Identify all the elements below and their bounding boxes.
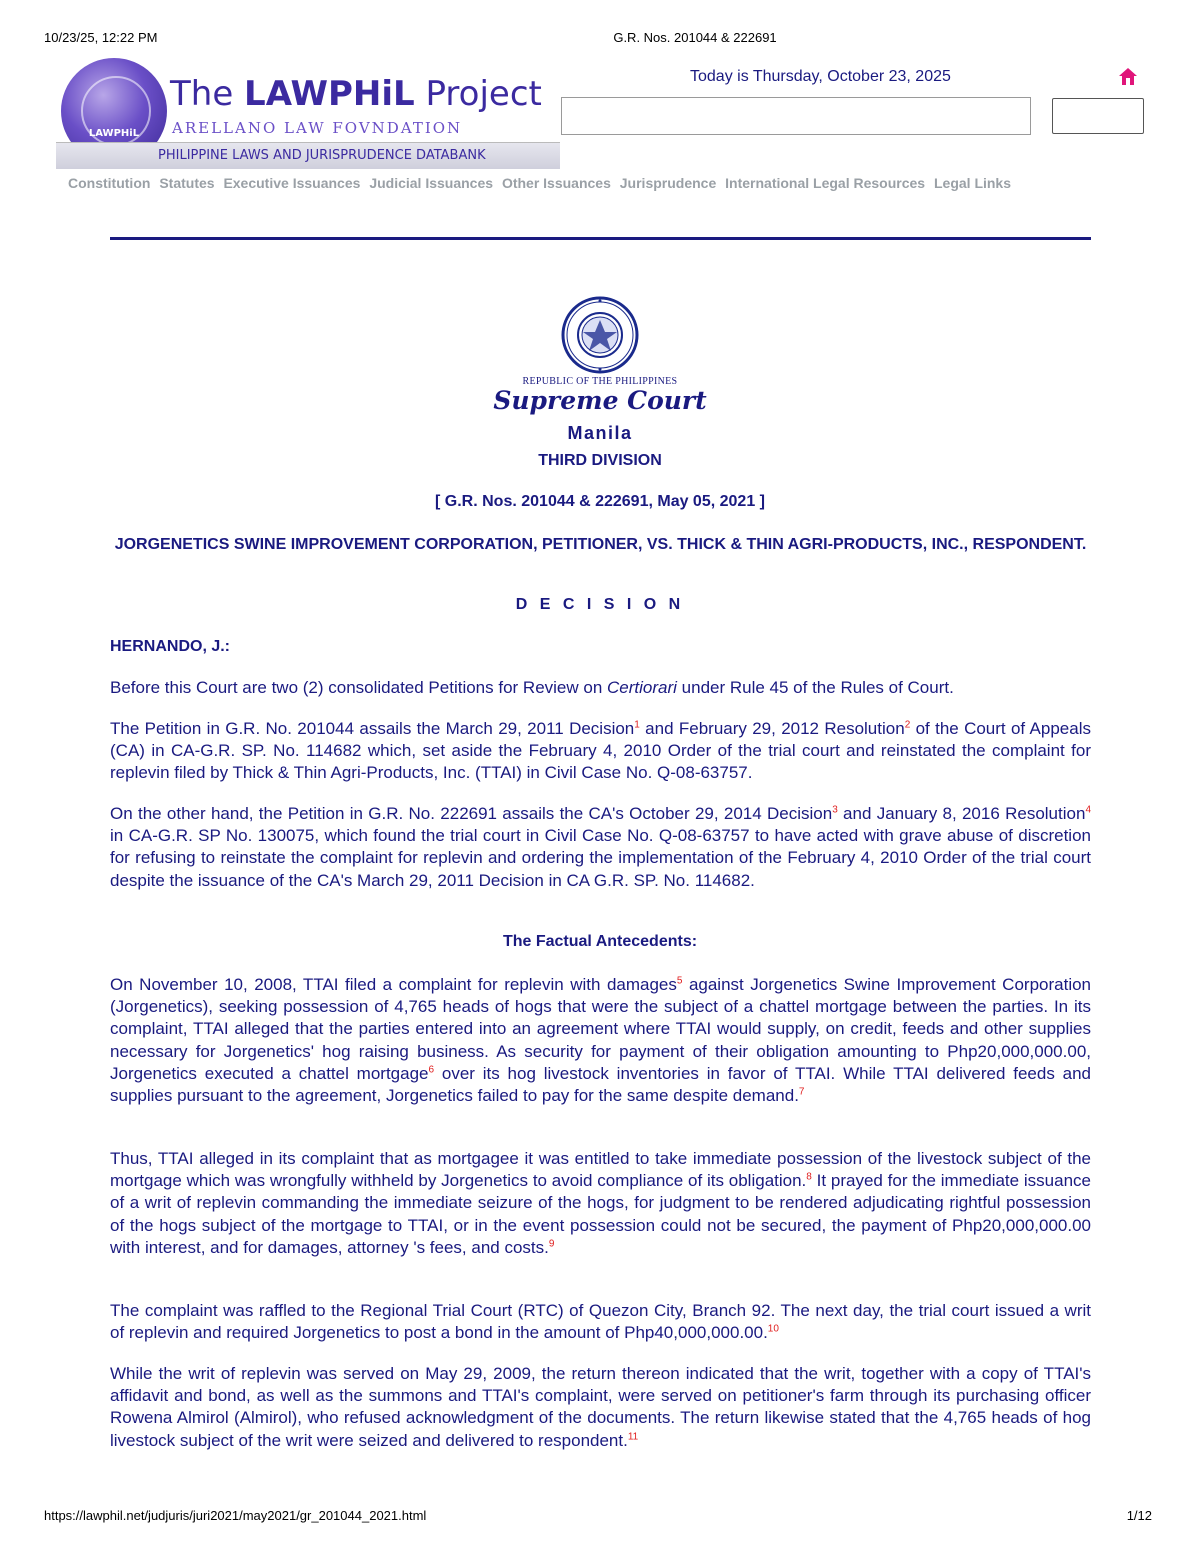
court-name: Supreme Court — [493, 386, 707, 415]
paragraph-6 — [110, 1300, 1091, 1344]
p4-text-b: against Jorgenetics Swine Improvement Corporation (Jorgenetics), seeking possession of 4,765 heads of hogs that were the subject of a chattel mortgage between the parties. In its complaint, TTAI alleged that the parties entered into an agreement where TTAI would supply, on credit, feeds and other supplies necessary for Jorgenetics' hog raising business. As security for payment of their obligation amounting to Php20,000,000.00, Jorgenetics executed a chattel mortgage — [110, 975, 1091, 1083]
p1-italic: Certiorari — [607, 678, 677, 697]
court-city: Manila — [567, 423, 633, 443]
footnote-11[interactable]: 11 — [627, 1430, 639, 1442]
print-title: G.R. Nos. 201044 & 222691 — [613, 30, 777, 45]
home-icon[interactable] — [1117, 66, 1139, 88]
nav-international-legal-resources[interactable]: International Legal Resources — [725, 175, 926, 191]
p2-text-a: The Petition in G.R. No. 201044 assails the March 29, 2011 Decision — [110, 719, 635, 738]
logo-subtitle: ARELLANO LAW FOVNDATION — [172, 119, 463, 137]
logo-title-bold: LAWPHiL — [244, 74, 415, 114]
case-number: [ G.R. Nos. 201044 & 222691, May 05, 2021 ] — [435, 493, 765, 510]
footnote-1[interactable]: 1 — [634, 719, 640, 731]
nav-other-issuances[interactable]: Other Issuances — [501, 175, 611, 191]
paragraph-2 — [110, 718, 1091, 785]
decision-title: D E C I S I O N — [515, 596, 685, 613]
paragraph-3 — [110, 803, 1091, 892]
p3-text-a: On the other hand, the Petition in G.R. No. 222691 assails the CA's October 29, 2014 Decision — [110, 804, 833, 823]
p2-text-c: of the Court of Appeals (CA) in CA-G.R. SP. No. 114682 which, set aside the February 4, 2010 Order of the trial court and reinstated the complaint for replevin filed by Thick & Thin Agri-Products, Inc. (TTAI) in Civil Case No. Q-08-63757. — [110, 719, 1091, 783]
p3-text-c: in CA-G.R. SP No. 130075, which found the trial court in Civil Case No. Q-08-63757 to have acted with grave abuse of discretion for refusing to reinstate the complaint for replevin and ordering the implementation of the February 4, 2010 Order of the trial court despite the issuance of the CA's March 29, 2011 Decision in CA G.R. SP. No. 114682. — [110, 826, 1091, 890]
main-nav — [68, 175, 1016, 191]
logo-title-prefix: The — [170, 74, 245, 114]
footnote-10[interactable]: 10 — [767, 1323, 779, 1335]
footnote-9[interactable]: 9 — [548, 1238, 555, 1250]
nav-statutes[interactable]: Statutes — [159, 175, 215, 191]
nav-legal-links[interactable]: Legal Links — [933, 175, 1012, 191]
p5-text-a: Thus, TTAI alleged in its complaint that as mortgagee it was entitled to take immediate possession of the livestock subject of the mortgage which was wrongfully withheld by Jorgenetics to avoid compliance of its obligation. — [110, 1149, 1091, 1191]
p4-text-a: On November 10, 2008, TTAI filed a complaint for replevin with damages — [110, 975, 677, 994]
footnote-4[interactable]: 4 — [1085, 804, 1091, 816]
search-button[interactable] — [1052, 98, 1144, 134]
header-divider — [110, 237, 1091, 240]
footnote-8[interactable]: 8 — [806, 1171, 812, 1183]
lawphil-logo[interactable] — [56, 56, 560, 170]
paragraph-7 — [110, 1363, 1091, 1452]
p6-text-a: The complaint was raffled to the Regional Trial Court (RTC) of Quezon City, Branch 92. The next day, the trial court issued a writ of replevin and required Jorgenetics to post a bond in the amount of Php40,000,000.00. — [110, 1301, 1091, 1343]
p2-text-b: and February 29, 2012 Resolution — [639, 719, 905, 738]
paragraph-1 — [110, 677, 1091, 699]
footnote-5[interactable]: 5 — [676, 975, 683, 987]
print-page-number: 1/12 — [1126, 1508, 1152, 1523]
logo-emblem-text: LAWPHiL — [88, 128, 140, 139]
supreme-court-seal-icon — [561, 296, 639, 374]
print-header — [0, 30, 1200, 50]
print-footer — [0, 1508, 1200, 1528]
logo-title — [170, 74, 542, 114]
logo-title-suffix: Project — [414, 74, 542, 114]
search-input[interactable] — [561, 97, 1031, 135]
logo-band-text: PHILIPPINE LAWS AND JURISPRUDENCE DATABANK — [158, 148, 486, 163]
nav-executive-issuances[interactable]: Executive Issuances — [223, 175, 361, 191]
footnote-3[interactable]: 3 — [832, 804, 838, 816]
p4-text-c: over its hog livestock inventories in favor of TTAI. While TTAI delivered feeds and supplies pursuant to the agreement, Jorgenetics failed to pay for the same despite demand. — [110, 1063, 1091, 1106]
nav-constitution[interactable]: Constitution — [68, 175, 151, 191]
print-datetime: 10/23/25, 12:22 PM — [44, 30, 158, 45]
republic-label: REPUBLIC OF THE PHILIPPINES — [522, 376, 678, 387]
p1-text-a: Before this Court are two (2) consolidated Petitions for Review on — [110, 678, 608, 697]
today-date: Today is Thursday, October 23, 2025 — [690, 68, 951, 85]
p1-text-b: under Rule 45 of the Rules of Court. — [676, 678, 954, 697]
p3-text-b: and January 8, 2016 Resolution — [837, 804, 1086, 823]
footnote-6[interactable]: 6 — [428, 1064, 435, 1076]
case-caption: JORGENETICS SWINE IMPROVEMENT CORPORATION, PETITIONER, VS. THICK & THIN AGRI-PRODUCTS, INC., RESPONDENT. — [114, 536, 1087, 553]
p7-text-a: While the writ of replevin was served on May 29, 2009, the return thereon indicated that the writ, together with a copy of TTAI's affidavit and bond, as well as the summons and TTAI's complaint, were served on petitioner's farm through its purchasing officer Rowena Almirol (Almirol), who refused acknowledgment of the documents. The return likewise stated that the 4,765 heads of hog livestock subject of the writ were seized and delivered to respondent. — [110, 1364, 1091, 1450]
logo-band — [56, 142, 560, 169]
nav-judicial-issuances[interactable]: Judicial Issuances — [369, 175, 494, 191]
footnote-7[interactable]: 7 — [798, 1086, 805, 1098]
footnote-2[interactable]: 2 — [904, 719, 911, 731]
p5-text-b: It prayed for the immediate issuance of a writ of replevin commanding the immediate seizure of the hogs, for judgment to be rendered adjudicating rightful possession of the hogs subject of the mortgage to TTAI, or in the event possession could not be secured, the payment of Php20,000,000.00 with interest, and for damages, attorney 's fees, and costs. — [110, 1171, 1091, 1257]
nav-jurisprudence[interactable]: Jurisprudence — [619, 175, 717, 191]
section-title: The Factual Antecedents: — [502, 933, 698, 950]
ponente: HERNANDO, J.: — [110, 638, 231, 655]
print-url: https://lawphil.net/judjuris/juri2021/may2021/gr_201044_2021.html — [44, 1508, 427, 1523]
court-division: THIRD DIVISION — [538, 452, 662, 469]
paragraph-4 — [110, 974, 1091, 1107]
paragraph-5 — [110, 1148, 1091, 1259]
